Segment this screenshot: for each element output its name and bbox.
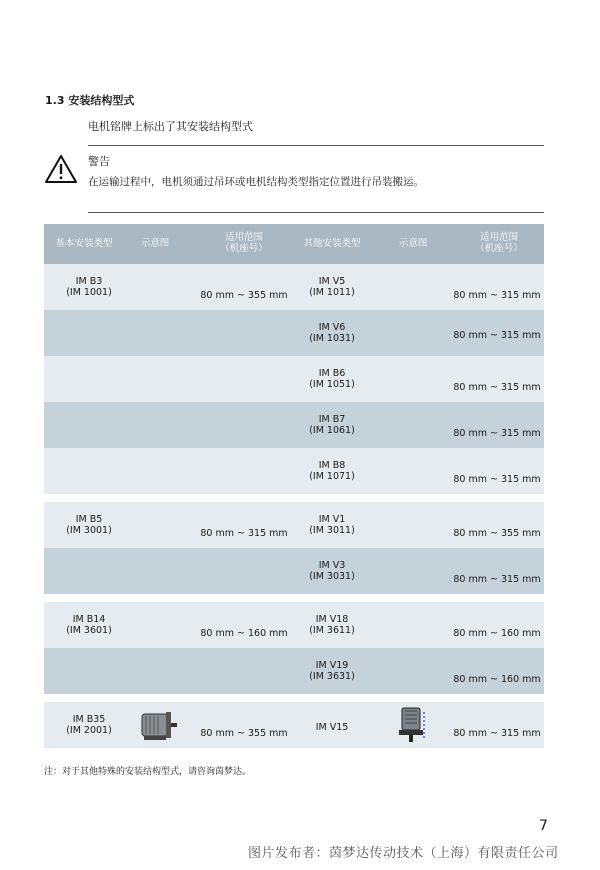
table-row [44,702,544,748]
other-type-cell: IM B6 (IM 1051) [309,368,355,391]
table-row [44,448,544,494]
basic-type-cell: IM B3 (IM 1001) [66,276,112,299]
other-type-cell: IM V5 (IM 1011) [309,276,355,299]
header-diagram-2: 示意图 [398,237,428,249]
mounting-types-table [44,224,544,748]
other-type-cell: IM V6 (IM 1031) [309,322,355,345]
table-row [44,648,544,694]
warning-text: 在运输过程中，电机须通过吊环或电机结构类型指定位置进行吊装搬运。 [88,176,424,188]
range-cell: 80 mm ~ 315 mm [453,428,541,439]
page-number: 7 [539,818,548,834]
other-type-cell: IM V1 (IM 3011) [309,514,355,537]
range-cell: 80 mm ~ 315 mm [453,474,541,485]
group-gap [44,594,544,602]
table-row [44,602,544,648]
range-cell: 80 mm ~ 315 mm [453,574,541,585]
basic-type-cell: IM B35 (IM 2001) [66,714,112,737]
other-type-cell: IM V18 (IM 3611) [309,614,355,637]
range-cell: 80 mm ~ 315 mm [453,728,541,739]
other-type-cell: IM B8 (IM 1071) [309,460,355,483]
table-header [44,224,544,264]
section-intro: 电机铭牌上标出了其安装结构型式 [88,120,253,133]
other-type-cell: IM V15 [315,722,349,733]
divider-bottom [88,212,544,213]
range-cell: 80 mm ~ 355 mm [200,728,288,739]
group-gap [44,494,544,502]
range-cell: 80 mm ~ 315 mm [453,330,541,341]
warning-title: 警告 [88,155,110,168]
publisher-credit: 图片发布者：茵梦达传动技术（上海）有限责任公司 [248,846,559,861]
footnote: 注：对于其他特殊的安装结构型式，请咨询茵梦达。 [44,767,252,777]
header-basic-type: 基本安装类型 [55,237,113,249]
header-other-type: 其他安装类型 [303,237,361,249]
header-diagram-1: 示意图 [140,237,170,249]
table-row [44,310,544,356]
header-range-2: 适用范围 （机座号） [475,232,523,254]
range-cell: 80 mm ~ 315 mm [453,290,541,301]
group-gap [44,694,544,702]
table-row [44,402,544,448]
range-cell: 80 mm ~ 315 mm [453,382,541,393]
other-type-cell: IM V19 (IM 3631) [309,660,355,683]
range-cell: 80 mm ~ 355 mm [200,290,288,301]
table-row [44,356,544,402]
basic-type-cell: IM B5 (IM 3001) [66,514,112,537]
range-cell: 80 mm ~ 355 mm [453,528,541,539]
section-title: 1.3 安装结构型式 [45,94,135,107]
warning-triangle-icon [44,154,78,184]
header-range-1: 适用范围 （机座号） [220,232,268,254]
range-cell: 80 mm ~ 160 mm [453,674,541,685]
table-row [44,548,544,594]
basic-type-cell: IM B14 (IM 3601) [66,614,112,637]
table-row [44,264,544,310]
motor-v15-image [396,706,426,744]
range-cell: 80 mm ~ 160 mm [453,628,541,639]
divider-top [88,145,544,146]
range-cell: 80 mm ~ 315 mm [200,528,288,539]
table-row [44,502,544,548]
other-type-cell: IM B7 (IM 1061) [309,414,355,437]
range-cell: 80 mm ~ 160 mm [200,628,288,639]
motor-b35-image [136,708,178,744]
other-type-cell: IM V3 (IM 3031) [309,560,355,583]
